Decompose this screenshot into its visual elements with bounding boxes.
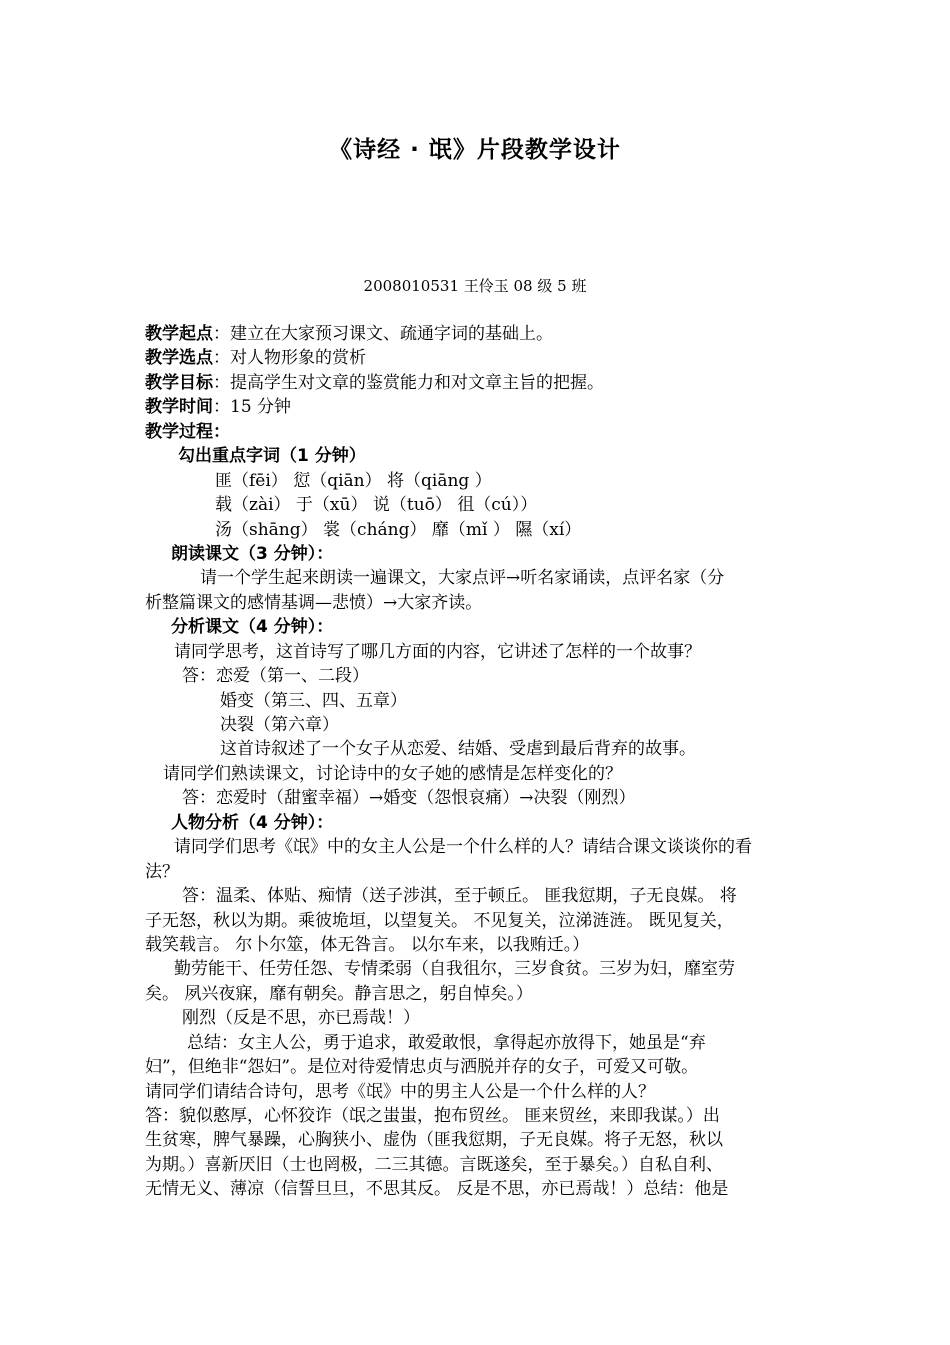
question-line: 请同学们熟读课文，讨论诗中的女子她的感情是怎样变化的？ <box>163 763 622 784</box>
meta-focus-value: ：对人物形象的赏析 <box>213 348 366 369</box>
answer-line: 刚烈（反是不思，亦已焉哉！） <box>182 1008 420 1029</box>
meta-start <box>145 322 823 346</box>
answer-line: 这首诗叙述了一个女子从恋爱、结婚、受虐到最后背弃的故事。 <box>220 739 696 760</box>
paragraph-line: 析整篇课文的感情基调—悲愤）→大家齐读。 <box>145 592 483 613</box>
answer-line: 婚变（第三、四、五章） <box>220 690 407 711</box>
author-line: 2008010531 王伶玉 08 级 5 班 <box>363 277 587 295</box>
answer-line: 决裂（第六章） <box>220 715 339 735</box>
answer-line: 生贫寒，脾气暴躁，心胸狭小、虚伪（匪我愆期，子无良媒。将子无怒，秋以 <box>145 1130 723 1151</box>
answer-line: 无情无义、薄凉（信誓旦旦，不思其反。 反是不思，亦已焉哉！）总结：他是 <box>145 1179 729 1200</box>
document-title: 《诗经 · 氓》片段教学设计 <box>329 137 621 163</box>
meta-focus <box>145 346 823 370</box>
section-heading-characters: 人物分析（4 分钟）： <box>171 812 334 833</box>
meta-process-label: 教学过程： <box>145 421 230 442</box>
meta-focus-label: 教学选点 <box>145 348 213 369</box>
word-list-line: 匪（fēi） 愆（qiān） 将（qiāng ） <box>215 470 492 491</box>
summary-line: 妇”，但绝非“怨妇”。是位对待爱情忠贞与洒脱并存的女子，可爱又可敬。 <box>145 1057 699 1078</box>
paragraph-line: 请一个学生起来朗读一遍课文，大家点评→听名家诵读，点评名家（分 <box>200 568 725 589</box>
meta-goal-label: 教学目标 <box>145 372 213 393</box>
answer-line: 为期。）喜新厌旧（士也罔极，二三其德。言既遂矣，至于暴矣。）自私自利、 <box>145 1154 723 1175</box>
meta-start-value: ：建立在大家预习课文、疏通字词的基础上。 <box>213 324 553 344</box>
answer-line: 答：貌似憨厚，心怀狡诈（氓之蚩蚩，抱布贸丝。 匪来贸丝，来即我谋。）出 <box>145 1106 720 1126</box>
word-list-line: 载（zài） 于（xū） 说（tuō） 徂（cú）） <box>215 495 538 516</box>
question-line: 请同学思考，这首诗写了哪几方面的内容，它讲述了怎样的一个故事？ <box>174 641 701 662</box>
section-heading-reading: 朗读课文（3 分钟）： <box>171 543 334 564</box>
meta-time-value: ：15 分钟 <box>213 397 292 418</box>
question-line: 请同学们思考《氓》中的女主人公是一个什么样的人？请结合课文谈谈你的看 <box>174 837 752 858</box>
meta-time-label: 教学时间 <box>145 397 213 418</box>
section-heading-analysis: 分析课文（4 分钟）： <box>171 617 334 638</box>
meta-goal-value: ：提高学生对文章的鉴赏能力和对文章主旨的把握。 <box>213 372 604 393</box>
meta-start-label: 教学起点 <box>145 324 213 344</box>
question-line: 法？ <box>145 861 179 882</box>
question-line: 请同学们请结合诗句，思考《氓》中的男主人公是一个什么样的人？ <box>145 1081 655 1102</box>
meta-goal <box>145 371 823 395</box>
answer-line: 载笑载言。 尔卜尔筮，体无咎言。 以尔车来，以我贿迁。） <box>145 934 590 955</box>
word-list-line: 汤（shāng） 裳（cháng） 靡（mǐ ） 隰（xí） <box>215 519 582 540</box>
meta-time <box>145 395 823 419</box>
answer-line: 矣。 夙兴夜寐，靡有朝矣。静言思之，躬自悼矣。） <box>145 983 533 1004</box>
answer-line: 勤劳能干、任劳任怨、专情柔弱（自我徂尔，三岁食贫。三岁为妇，靡室劳 <box>174 959 735 980</box>
summary-line: 总结：女主人公，勇于追求，敢爱敢恨，拿得起亦放得下，她虽是“弃 <box>187 1032 706 1053</box>
section-heading-words: 勾出重点字词（1 分钟） <box>178 446 366 467</box>
answer-line: 子无怒，秋以为期。乘彼垝垣，以望复关。 不见复关，泣涕涟涟。 既见复关， <box>145 910 734 931</box>
answer-line: 答：恋爱时（甜蜜幸福）→婚变（怨恨哀痛）→决裂（刚烈） <box>182 788 636 809</box>
document-body <box>145 322 823 1202</box>
answer-line: 答：温柔、体贴、痴情（送子涉淇，至于顿丘。 匪我愆期，子无良媒。 将 <box>182 886 737 907</box>
answer-line: 答：恋爱（第一、二段） <box>182 666 369 687</box>
